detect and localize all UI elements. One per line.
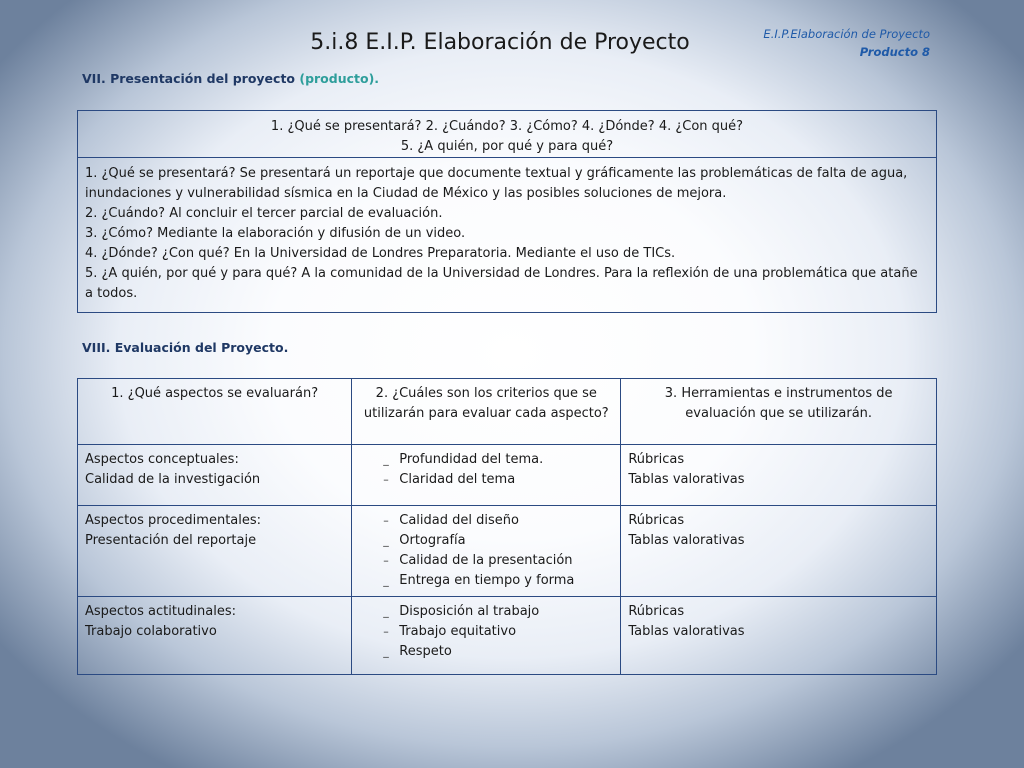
tools-cell: [621, 597, 937, 675]
tool-item: Rúbricas: [628, 452, 685, 467]
aspect-title: Aspectos actitudinales:: [85, 604, 237, 619]
header-criteria: 2. ¿Cuáles son los criterios que se utilizarán para evaluar cada aspecto?: [352, 379, 621, 445]
questions-line-2: 5. ¿A quién, por qué y para qué?: [400, 139, 614, 154]
tool-item: Tablas valorativas: [628, 472, 745, 487]
table-row: [78, 597, 937, 675]
tool-item: Rúbricas: [628, 604, 685, 619]
answers-cell: [78, 158, 937, 313]
list-item: [359, 470, 613, 490]
section-vii-heading: [82, 71, 379, 86]
criterion: Calidad del diseño: [399, 513, 519, 528]
tool-item: Tablas valorativas: [628, 533, 745, 548]
criteria-cell: [352, 445, 621, 506]
list-item: [359, 450, 613, 470]
evaluation-table: [77, 378, 937, 675]
section-vii-label: VII. Presentación del proyecto: [82, 71, 300, 86]
list-item: [359, 642, 613, 662]
criterion: Entrega en tiempo y forma: [399, 573, 575, 588]
aspect-cell: [78, 445, 352, 506]
criterion: Disposición al trabajo: [399, 604, 540, 619]
slide-title: 5.i.8 E.I.P. Elaboración de Proyecto: [310, 30, 690, 55]
criterion: Claridad del tema: [399, 472, 516, 487]
aspect-detail: Calidad de la investigación: [85, 472, 261, 487]
criterion: Profundidad del tema.: [399, 452, 544, 467]
dash-bullet-icon: –: [383, 473, 389, 486]
tools-cell: [621, 506, 937, 597]
list-item: [359, 571, 613, 591]
header-aspects: 1. ¿Qué aspectos se evaluarán?: [78, 379, 352, 445]
criterion: Calidad de la presentación: [399, 553, 573, 568]
aspect-detail: Trabajo colaborativo: [85, 624, 217, 639]
criterion: Ortografía: [399, 533, 466, 548]
answer-1: 1. ¿Qué se presentará? Se presentará un reportaje que documente textual y gráficamente las problemáticas de falta de agua, inundaciones y vulnerabilidad sísmica en la Ciudad de México y las posibles soluciones de mejora.: [85, 166, 908, 201]
criteria-cell: [352, 597, 621, 675]
dash-bullet-icon: _: [383, 453, 389, 466]
answer-3: 3. ¿Cómo? Mediante la elaboración y difusión de un video.: [85, 226, 466, 241]
presentation-table: [77, 110, 937, 313]
criteria-cell: [352, 506, 621, 597]
dash-bullet-icon: –: [383, 514, 389, 527]
corner-subtitle: Producto 8: [859, 45, 930, 59]
tool-item: Rúbricas: [628, 513, 685, 528]
table-row: [78, 445, 937, 506]
aspect-cell: [78, 506, 352, 597]
tool-item: Tablas valorativas: [628, 624, 745, 639]
dash-bullet-icon: –: [383, 625, 389, 638]
aspect-title: Aspectos procedimentales:: [85, 513, 262, 528]
list-item: [359, 622, 613, 642]
section-vii-accent: (producto).: [299, 71, 380, 86]
answer-2: 2. ¿Cuándo? Al concluir el tercer parcial de evaluación.: [85, 206, 443, 221]
dash-bullet-icon: _: [383, 645, 389, 658]
dash-bullet-icon: –: [383, 554, 389, 567]
list-item: [359, 602, 613, 622]
list-item: [359, 551, 613, 571]
answer-5: 5. ¿A quién, por qué y para qué? A la comunidad de la Universidad de Londres. Para la reflexión de una problemática que atañe a todos.: [85, 266, 918, 301]
aspect-title: Aspectos conceptuales:: [85, 452, 239, 467]
table-row: [78, 506, 937, 597]
dash-bullet-icon: _: [383, 534, 389, 547]
aspect-detail: Presentación del reportaje: [85, 533, 257, 548]
answer-4: 4. ¿Dónde? ¿Con qué? En la Universidad de Londres Preparatoria. Mediante el uso de TICs.: [85, 246, 676, 261]
questions-cell: [78, 111, 937, 158]
section-viii-heading: VIII. Evaluación del Proyecto.: [82, 340, 289, 355]
header-tools: 3. Herramientas e instrumentos de evaluación que se utilizarán.: [621, 379, 937, 445]
corner-title: E.I.P.Elaboración de Proyecto: [763, 27, 930, 41]
aspect-cell: [78, 597, 352, 675]
questions-line-1: 1. ¿Qué se presentará? 2. ¿Cuándo? 3. ¿Cómo? 4. ¿Dónde? 4. ¿Con qué?: [270, 119, 744, 134]
tools-cell: [621, 445, 937, 506]
list-item: [359, 531, 613, 551]
dash-bullet-icon: _: [383, 605, 389, 618]
criterion: Trabajo equitativo: [399, 624, 517, 639]
list-item: [359, 511, 613, 531]
dash-bullet-icon: _: [383, 574, 389, 587]
criterion: Respeto: [399, 644, 452, 659]
